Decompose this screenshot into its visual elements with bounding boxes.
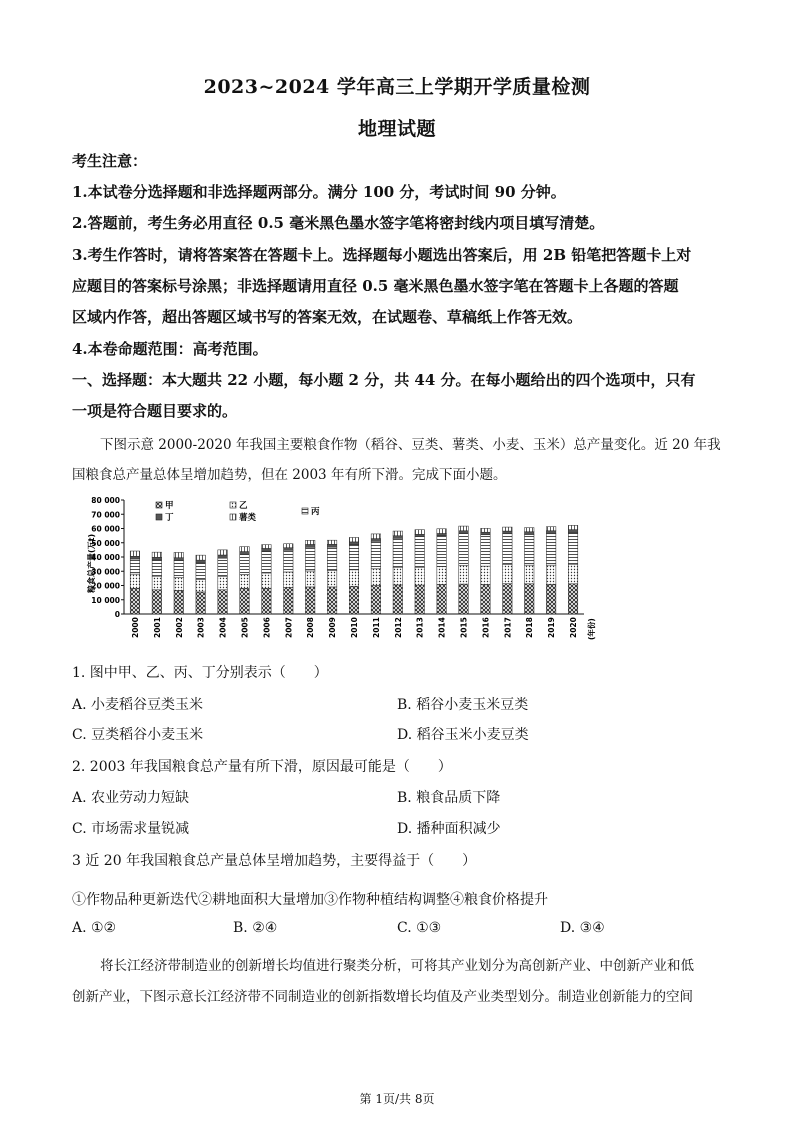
chart-bar-segment <box>393 585 403 614</box>
chart-bar-segment <box>240 547 250 552</box>
question-1-option-d[interactable]: D. 稻谷玉米小麦豆类 <box>397 727 529 743</box>
chart-bar-segment <box>568 525 578 529</box>
chart-legend-swatch <box>230 514 236 520</box>
chart-bar-segment <box>349 542 359 545</box>
chart-legend-label: 丙 <box>311 507 320 517</box>
chart-bar-segment <box>152 557 162 560</box>
chart-bar-segment <box>218 577 228 590</box>
chart-legend-label: 薯类 <box>239 513 257 523</box>
chart-y-tick-label: 30 000 <box>91 567 120 577</box>
chart-bar-segment <box>415 537 425 568</box>
chart-legend-swatch <box>156 514 162 520</box>
chart-bar-segment <box>240 588 250 614</box>
chart-bar-segment <box>546 534 556 565</box>
chart-bar-segment <box>481 535 491 566</box>
chart-x-tick-label: 2018 <box>525 617 535 638</box>
chart-bar-segment <box>459 531 469 533</box>
chart-bar-segment <box>152 576 162 590</box>
page-number: 第 1页/共 8页 <box>359 1092 435 1106</box>
chart-bar-segment <box>415 568 425 585</box>
chart-bar-segment <box>415 585 425 614</box>
chart-bar-segment <box>524 584 534 614</box>
chart-bar-segment <box>240 555 250 575</box>
chart-bar-segment <box>437 533 447 535</box>
chart-bar-segment <box>262 588 272 614</box>
chart-legend-label: 丁 <box>165 513 174 523</box>
chart-legend-swatch <box>302 508 308 514</box>
chart-bar-segment <box>371 534 381 539</box>
chart-bar-segment <box>437 529 447 534</box>
chart-bar-segment <box>503 534 513 565</box>
chart-bar-segment <box>437 567 447 585</box>
chart-x-tick-label: 2020 <box>569 617 579 638</box>
chart-x-tick-label: 2015 <box>459 617 469 638</box>
chart-bar-segment <box>240 575 250 589</box>
chart-bar-segment <box>174 558 184 561</box>
chart-bar-segment <box>305 547 315 571</box>
chart-legend-label: 乙 <box>239 501 248 511</box>
chart-bar-segment <box>284 550 294 572</box>
chart-y-tick-label: 0 <box>114 610 120 619</box>
chart-bar-segment <box>130 574 140 588</box>
chart-x-tick-label: 2006 <box>262 617 272 638</box>
chart-y-tick-label: 20 000 <box>91 581 120 591</box>
section-heading: 一、选择题：本大题共 22 小题，每小题 2 分，共 44 分。在每小题给出的四个选项中，只有 <box>72 371 696 389</box>
chart-bar-segment <box>130 551 140 556</box>
question-1-option-c[interactable]: C. 豆类稻谷小麦玉米 <box>72 727 204 743</box>
chart-bar-segment <box>218 590 228 614</box>
chart-legend-swatch <box>156 502 162 508</box>
chart-bar-segment <box>174 578 184 591</box>
question-3-stem: 3 近 20 年我国粮食总产量总体呈增加趋势，主要得益于（ ） <box>72 853 477 869</box>
chart-bar-segment <box>568 530 578 533</box>
chart-bar-segment <box>130 556 140 559</box>
chart-bar-segment <box>437 536 447 567</box>
chart-bar-segment <box>437 585 447 614</box>
chart-bar-segment <box>152 560 162 576</box>
chart-bar-segment <box>305 540 315 544</box>
chart-bar-segment <box>524 534 534 565</box>
chart-bar-segment <box>327 540 337 544</box>
chart-bar-segment <box>503 527 513 531</box>
chart-bar-segment <box>371 569 381 586</box>
chart-bar-segment <box>371 539 381 542</box>
section-heading-cont: 一项是符合题目要求的。 <box>72 402 238 420</box>
question-2-option-b[interactable]: B. 粮食品质下降 <box>397 790 501 806</box>
chart-bar-segment <box>393 531 403 536</box>
chart-x-tick-label: 2010 <box>350 617 359 638</box>
chart-x-tick-label: 2002 <box>174 617 184 638</box>
chart-bar-segment <box>130 588 140 614</box>
chart-bar-segment <box>196 563 206 580</box>
chart-bar-segment <box>546 565 556 584</box>
chart-bar-segment <box>284 587 294 614</box>
chart-bar-segment <box>284 572 294 588</box>
chart-bar-segment <box>196 592 206 614</box>
chart-y-tick-label: 50 000 <box>91 538 120 548</box>
chart-bar-segment <box>305 587 315 614</box>
grain-production-chart <box>84 490 620 650</box>
chart-x-tick-label: 2019 <box>547 617 557 638</box>
chart-bar-segment <box>349 570 359 586</box>
chart-bar-segment <box>327 571 337 587</box>
chart-bar-segment <box>503 531 513 534</box>
chart-x-axis-title: (年份) <box>587 618 596 640</box>
question-1-option-b[interactable]: B. 稻谷小麦玉米豆类 <box>397 697 529 713</box>
chart-legend-swatch <box>230 502 236 508</box>
chart-bar-segment <box>568 584 578 614</box>
chart-bar-segment <box>393 568 403 585</box>
chart-bar-segment <box>262 548 272 551</box>
chart-bar-segment <box>481 532 491 535</box>
chart-bar-segment <box>262 551 272 573</box>
question-2-option-d[interactable]: D. 播种面积减少 <box>397 821 501 837</box>
chart-bar-segment <box>327 547 337 570</box>
question-1-stem: 1. 图中甲、乙、丙、丁分别表示（ ） <box>72 665 328 681</box>
material-intro-2-line-2: 创新产业，下图示意长江经济带不同制造业的创新指数增长均值及产业类型划分。制造业创新能力的空间 <box>72 989 693 1005</box>
chart-bar-segment <box>371 586 381 615</box>
chart-y-axis-title: 粮食总产量(万t) <box>87 533 96 593</box>
chart-bar-segment <box>546 531 556 534</box>
chart-y-tick-label: 40 000 <box>91 553 120 562</box>
chart-bar-segment <box>174 552 184 557</box>
chart-x-tick-label: 2016 <box>481 617 491 638</box>
question-1-option-a[interactable]: A. 小麦稻谷豆类玉米 <box>72 697 204 713</box>
chart-bar-segment <box>393 536 403 539</box>
chart-bar-segment <box>481 566 491 584</box>
chart-x-tick-label: 2000 <box>130 617 140 638</box>
question-2-stem: 2. 2003 年我国粮食总产量有所下滑，原因最可能是（ ） <box>72 759 452 775</box>
chart-bar-segment <box>503 565 513 584</box>
chart-bar-segment <box>262 545 272 549</box>
chart-bar-segment <box>568 533 578 565</box>
notice-item-3-cont-1: 应题目的答案标号涂黑；非选择题请用直径 0.5 毫米黑色墨水签字笔在答题卡上各题的答题 <box>72 277 679 295</box>
chart-bar-segment <box>327 544 337 547</box>
chart-bar-segment <box>152 552 162 557</box>
question-3-option-d[interactable]: D. ③④ <box>560 920 605 936</box>
chart-bar-segment <box>284 548 294 551</box>
chart-legend-label: 甲 <box>165 501 174 511</box>
subject-title: 地理试题 <box>357 118 436 140</box>
chart-bar-segment <box>284 544 294 548</box>
chart-bar-segment <box>218 558 228 577</box>
chart-legend <box>156 501 320 523</box>
question-3-option-a[interactable]: A. ①② <box>72 920 117 936</box>
chart-bar-segment <box>305 571 315 587</box>
chart-labels <box>86 496 596 640</box>
question-2-option-a[interactable]: A. 农业劳动力短缺 <box>72 790 190 806</box>
chart-bar-segment <box>459 584 469 614</box>
chart-bar-segment <box>459 533 469 565</box>
chart-bar-segment <box>240 552 250 555</box>
chart-bar-segment <box>152 590 162 614</box>
notice-heading: 考生注意： <box>72 152 148 170</box>
chart-y-tick-label: 10 000 <box>91 595 120 605</box>
chart-bar-segment <box>174 560 184 577</box>
chart-bar-segment <box>218 550 228 555</box>
notice-item-1: 1.本试卷分选择题和非选择题两部分。满分 100 分，考试时间 90 分钟。 <box>72 183 566 201</box>
notice-item-2: 2.答题前，考生务必用直径 0.5 毫米黑色墨水签字笔将密封线内项目填写清楚。 <box>72 214 605 232</box>
chart-x-tick-label: 2014 <box>437 617 447 638</box>
chart-bar-segment <box>393 538 403 567</box>
chart-bar-segment <box>327 587 337 614</box>
chart-bar-segment <box>196 555 206 560</box>
chart-bar-segment <box>524 528 534 532</box>
chart-bars <box>130 525 578 614</box>
chart-x-tick-label: 2007 <box>284 617 294 638</box>
notice-item-4: 4.本卷命题范围：高考范围。 <box>72 340 268 358</box>
chart-x-tick-label: 2013 <box>415 617 425 638</box>
chart-bar-segment <box>568 565 578 584</box>
chart-bar-segment <box>415 530 425 535</box>
chart-bar-segment <box>459 526 469 531</box>
exam-title: 2023~2024 学年高三上学期开学质量检测 <box>203 76 591 98</box>
chart-bar-segment <box>415 534 425 536</box>
material-intro-line-2: 国粮食总产量总体呈增加趋势，但在 2003 年有所下滑。完成下面小题。 <box>72 467 507 483</box>
material-intro-2-line-1: 将长江经济带制造业的创新增长均值进行聚类分析，可将其产业划分为高创新产业、中创新产业和低 <box>100 958 694 974</box>
question-3-option-b[interactable]: B. ②④ <box>233 920 278 936</box>
chart-y-tick-label: 60 000 <box>91 524 120 534</box>
chart-bar-segment <box>546 527 556 531</box>
chart-bar-segment <box>524 532 534 535</box>
material-intro-line-1: 下图示意 2000-2020 年我国主要粮食作物（稻谷、豆类、薯类、小麦、玉米）总产量变化。近 20 年我 <box>100 437 721 453</box>
chart-bar-segment <box>459 565 469 584</box>
question-3-option-c[interactable]: C. ①③ <box>397 920 442 936</box>
chart-y-tick-label: 80 000 <box>91 496 120 505</box>
question-2-option-c[interactable]: C. 市场需求量锐减 <box>72 821 190 837</box>
notice-item-3-cont-2: 区域内作答，超出答题区域书写的答案无效，在试题卷、草稿纸上作答无效。 <box>72 308 583 326</box>
chart-bar-segment <box>174 590 184 614</box>
chart-bar-segment <box>130 559 140 574</box>
chart-bar-segment <box>349 545 359 570</box>
chart-bar-segment <box>546 584 556 614</box>
chart-bar-segment <box>524 565 534 584</box>
chart-bar-segment <box>481 585 491 614</box>
chart-x-tick-label: 2009 <box>328 617 338 638</box>
chart-bar-segment <box>196 560 206 563</box>
question-3-statements: ①作物品种更新迭代②耕地面积大量增加③作物种植结构调整④粮食价格提升 <box>72 892 548 908</box>
chart-bar-segment <box>481 528 491 532</box>
chart-x-tick-label: 2003 <box>196 617 206 638</box>
chart-x-tick-label: 2004 <box>218 617 228 638</box>
chart-x-tick-label: 2008 <box>306 617 316 638</box>
chart-x-tick-label: 2005 <box>240 617 250 638</box>
chart-bar-segment <box>218 555 228 558</box>
chart-bar-segment <box>196 580 206 592</box>
chart-x-tick-label: 2001 <box>152 617 162 638</box>
chart-bar-segment <box>349 586 359 614</box>
chart-bar-segment <box>503 584 513 614</box>
chart-x-tick-label: 2017 <box>503 617 513 638</box>
chart-x-tick-label: 2012 <box>393 617 403 638</box>
chart-bar-segment <box>262 573 272 588</box>
chart-bar-segment <box>305 544 315 547</box>
chart-x-tick-label: 2011 <box>371 617 381 638</box>
chart-bar-segment <box>349 537 359 541</box>
chart-bar-segment <box>371 541 381 569</box>
notice-item-3: 3.考生作答时，请将答案答在答题卡上。选择题每小题选出答案后，用 2B 铅笔把答题卡上对 <box>72 246 692 264</box>
chart-y-tick-label: 70 000 <box>91 510 120 520</box>
